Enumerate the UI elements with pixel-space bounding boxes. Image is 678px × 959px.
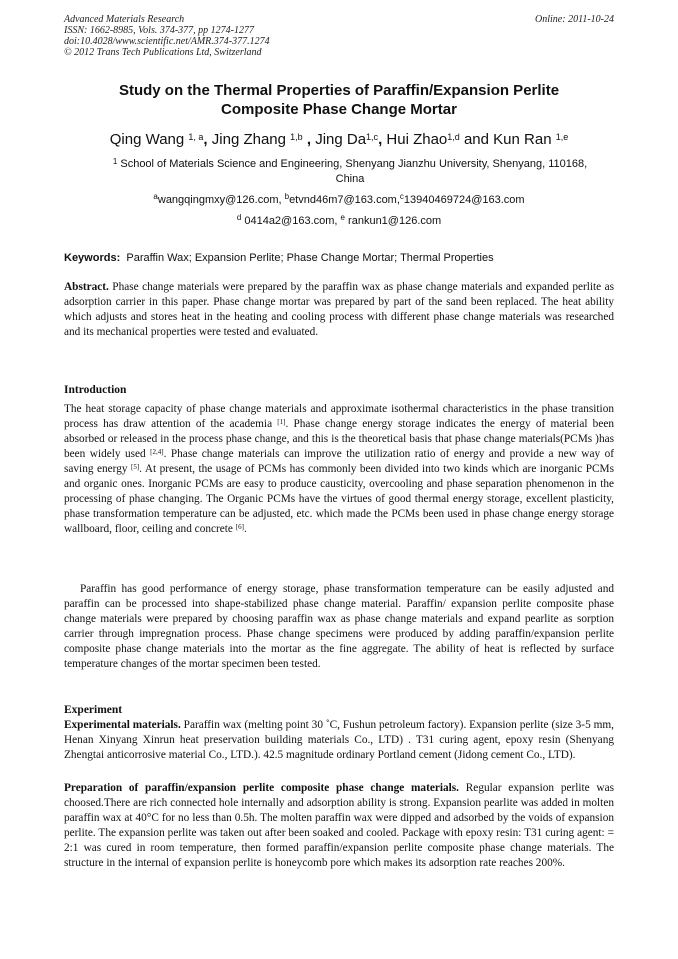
intro-text: . Phase change energy storage indicates the energy of material been absorbed or released in the process phase change, and this is the theoretical basis that phase change materials(PCMs )has been widely used	[64, 418, 614, 460]
author-list: Qing Wang $^{1, a}$, Jing Zhang $^{1,b}$ , Jing Da$^{1,c}$, Hui Zhao$^{1,d}$ and Kun Ran $^{1,e}$	[109, 131, 569, 148]
preparation-label: Preparation of paraffin/expansion perlite composite phase change materials.	[64, 782, 460, 794]
email-sup: a	[153, 192, 158, 201]
affiliation-text: School of Materials Science and Engineering, Shenyang Jianzhu University, Shenyang, 110168, China	[120, 158, 588, 185]
email-sup: d	[236, 213, 242, 222]
copyright-line: © 2012 Trans Tech Publications Ltd, Switzerland	[64, 47, 262, 58]
journal-header	[64, 14, 270, 58]
title-line-2: Composite Phase Change Mortar	[221, 101, 457, 118]
intro-text: . Phase change materials can improve the utilization ratio of energy and provide a new way of saving energy	[64, 448, 614, 475]
email-address: etvnd46m7@163.com,	[289, 194, 400, 206]
email-sup: e	[340, 213, 345, 222]
experiment-heading: Experiment	[64, 704, 123, 716]
abstract-label: Abstract.	[64, 281, 109, 293]
author-sup: 1,c	[366, 132, 379, 142]
email-address: 0414a2@163.com,	[244, 215, 341, 227]
email-address: wangqingmxy@126.com,	[157, 194, 285, 206]
intro-text: .	[243, 523, 247, 535]
citation: [2,4]	[150, 448, 164, 456]
materials-text: Paraffin wax (melting point 30 ˚C, Fushun petroleum factory). Expansion perlite (size 3-5 mm, Henan Xinyang Xinrun heat preservation building materials Co., LTD) . T31 curing agent, epoxy resin (Shenyang Zhengtai anticorrosive material Co., LTD.). 42.5 magnitude ordinary Portland cement (Jidong cement Co., LTD).	[64, 719, 614, 761]
preparation-paragraph	[64, 781, 614, 871]
introduction-paragraph-1	[64, 402, 614, 537]
affiliation-sup: 1	[112, 157, 118, 166]
materials-label: Experimental materials.	[64, 719, 181, 731]
journal-name: Advanced Materials Research	[64, 14, 185, 25]
paper-title	[64, 81, 614, 119]
email-sup: c	[399, 192, 404, 201]
email-line-1	[64, 193, 614, 207]
author-sup: 1,e	[555, 132, 569, 142]
introduction-paragraph-2: Paraffin has good performance of energy storage, phase transformation temperature can be easily adjusted and paraffin can be processed into shape-stabilized phase change material. Paraffin/ expansion perlite composite phase change materials were prepared by choosing paraffin wax as phase change materials and expand pearlite as sorption carrier through impregnation process. Phase change specimens were produced by adding paraffin/expansion perlite composite phase change materials into the mortar as the fine aggregate. The ability of heat is reflected by surface temperature changes of the mortar specimen been tested.	[64, 583, 614, 670]
author-name: Qing Wang	[109, 131, 185, 148]
author-name: Hui Zhao	[386, 131, 448, 148]
issn-line: ISSN: 1662-8985, Vols. 374-377, pp 1274-1277	[64, 25, 254, 36]
author-and: and	[463, 131, 489, 148]
abstract-text: Phase change materials were prepared by the paraffin wax as phase change materials and expanded perlite as adsorption carrier in this paper. Phase change mortar was prepared by part of the sand been replaced. The heat ability which adjusts and stores heat in the heating and cooling process with different phase change materials was researched and its mechanical properties were tested and evaluated.	[64, 281, 614, 338]
online-date: Online: 2011-10-24	[535, 14, 614, 25]
author-name: Kun Ran	[493, 131, 552, 148]
keywords-label: Keywords:	[64, 252, 121, 264]
citation: [5]	[130, 463, 140, 471]
author-sup: 1,b	[290, 132, 303, 142]
affiliation	[110, 157, 590, 187]
author-sup: 1,d	[447, 132, 460, 142]
preparation-text: Regular expansion perlite was choosed.There are rich connected hole internally and adsorption ability is strong. Expansion pearlite was added in molten paraffin wax at 40°C for no less than 0.5h. The molten paraffin wax were dipped and adsorbed by the voids of expansion perlite. The expansion perlite was taken out after been soaked and cooled. Package with epoxy resin: T31 curing agent: = 2:1 was cured in room temperature, then formed paraffin/expansion perlite composite phase change materials. The structure in the internal of expansion perlite is honeycomb pore which makes its adsorption rate reaches 200%.	[64, 782, 614, 869]
intro-text: The heat storage capacity of phase change materials and approximate isothermal characteristics in the phase transition process has draw attention of the academia	[64, 403, 614, 430]
author-name: Jing Da	[315, 131, 367, 148]
email-sup: b	[284, 192, 290, 201]
keywords-text: Paraffin Wax; Expansion Perlite; Phase Change Mortar; Thermal Properties	[126, 252, 494, 264]
citation: [6]	[235, 523, 244, 531]
doi-line: doi:10.4028/www.scientific.net/AMR.374-377.1274	[64, 36, 270, 47]
citation: [1]	[277, 418, 286, 426]
author-sup: 1, a	[188, 132, 204, 142]
abstract	[64, 280, 614, 340]
email-address: rankun1@126.com	[348, 215, 442, 227]
experimental-materials	[64, 718, 614, 763]
title-line-1: Study on the Thermal Properties of Paraffin/Expansion Perlite	[118, 82, 560, 99]
keywords	[64, 251, 614, 265]
email-address: 13940469724@163.com	[403, 194, 525, 206]
introduction-heading: Introduction	[64, 384, 127, 396]
author-name: Jing Zhang	[211, 131, 286, 148]
email-line-2	[64, 214, 614, 228]
intro-text: . At present, the usage of PCMs has commonly been divided into two kinds which are inorganic PCMs and organic ones. Inorganic PCMs are easy to produce causticity, overcooling and phase separation phenomenon in the processing of phase changing. The Organic PCMs have the virtues of good thermal energy storage, excellent plasticity, phase transformation temperature can be adjusted, etc. which made the PCMs been used in phase change energy storage wallboard, floor, ceiling and concrete	[64, 463, 614, 535]
